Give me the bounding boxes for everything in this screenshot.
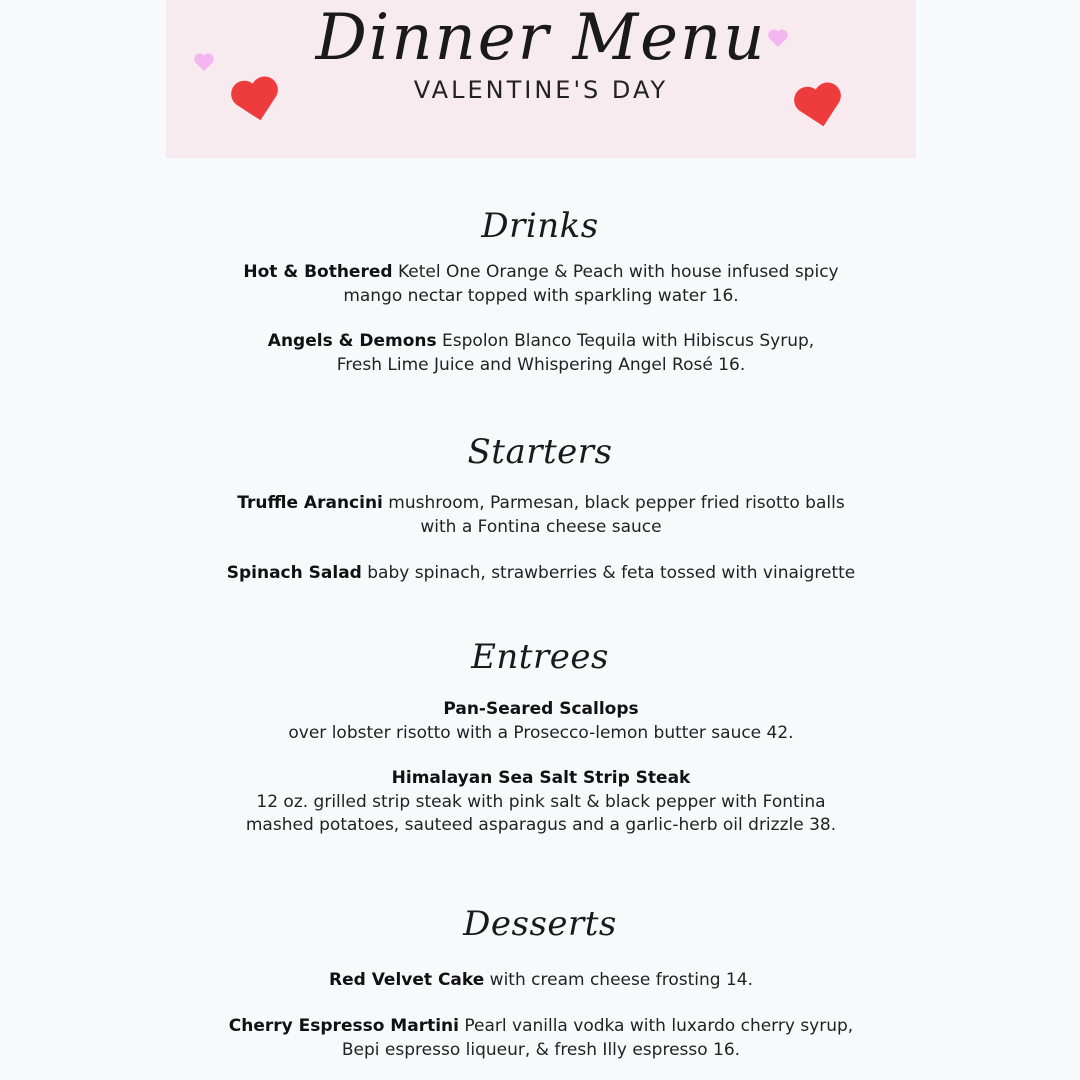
item-name: Hot & Bothered bbox=[243, 262, 393, 282]
item-description: Bepi espresso liqueur, & fresh Illy espresso 16. bbox=[341, 1039, 741, 1060]
item-description: baby spinach, strawberries & feta tossed with vinaigrette bbox=[361, 563, 856, 583]
menu-item bbox=[166, 330, 916, 377]
menu-item bbox=[166, 562, 916, 586]
item-description: Fresh Lime Juice and Whispering Angel Rosé 16. bbox=[336, 354, 746, 375]
menu-item bbox=[166, 969, 916, 993]
item-description: mango nectar topped with sparkling water 16. bbox=[343, 285, 739, 306]
menu-item bbox=[166, 698, 916, 745]
section-title-entrees: Entrees bbox=[471, 637, 609, 677]
menu-item bbox=[166, 767, 916, 838]
menu-title: Dinner Menu bbox=[315, 1, 767, 75]
item-name: Himalayan Sea Salt Strip Steak bbox=[391, 768, 691, 788]
item-description: with cream cheese frosting 14. bbox=[484, 970, 753, 990]
section-title-desserts: Desserts bbox=[463, 904, 617, 944]
item-name: Angels & Demons bbox=[267, 331, 437, 351]
heart-icon bbox=[192, 50, 216, 74]
item-description: with a Fontina cheese sauce bbox=[420, 516, 662, 537]
menu-item bbox=[166, 261, 916, 308]
menu-item bbox=[166, 1015, 916, 1062]
item-description: mushroom, Parmesan, black pepper fried risotto balls bbox=[382, 493, 845, 513]
item-name: Spinach Salad bbox=[226, 563, 362, 583]
section-title-starters: Starters bbox=[467, 432, 613, 472]
item-description: Pearl vanilla vodka with luxardo cherry syrup, bbox=[458, 1016, 854, 1036]
item-name: Cherry Espresso Martini bbox=[228, 1016, 459, 1036]
section-title-drinks: Drinks bbox=[481, 206, 599, 246]
item-description: Espolon Blanco Tequila with Hibiscus Syrup, bbox=[436, 331, 815, 351]
item-description: over lobster risotto with a Prosecco-lemon butter sauce 42. bbox=[288, 722, 794, 743]
menu-item bbox=[166, 492, 916, 539]
heart-icon bbox=[790, 76, 848, 134]
item-description: mashed potatoes, sauteed asparagus and a garlic-herb oil drizzle 38. bbox=[245, 815, 837, 835]
item-description: 12 oz. grilled strip steak with pink salt & black pepper with Fontina bbox=[256, 791, 826, 812]
menu-subtitle: VALENTINE'S DAY bbox=[413, 76, 669, 104]
item-description: Ketel One Orange & Peach with house infused spicy bbox=[392, 262, 839, 282]
item-name: Pan-Seared Scallops bbox=[443, 699, 639, 719]
heart-icon bbox=[226, 70, 286, 128]
item-name: Red Velvet Cake bbox=[329, 970, 485, 990]
heart-icon bbox=[766, 26, 790, 50]
header-banner bbox=[166, 0, 916, 158]
item-name: Truffle Arancini bbox=[237, 493, 383, 513]
